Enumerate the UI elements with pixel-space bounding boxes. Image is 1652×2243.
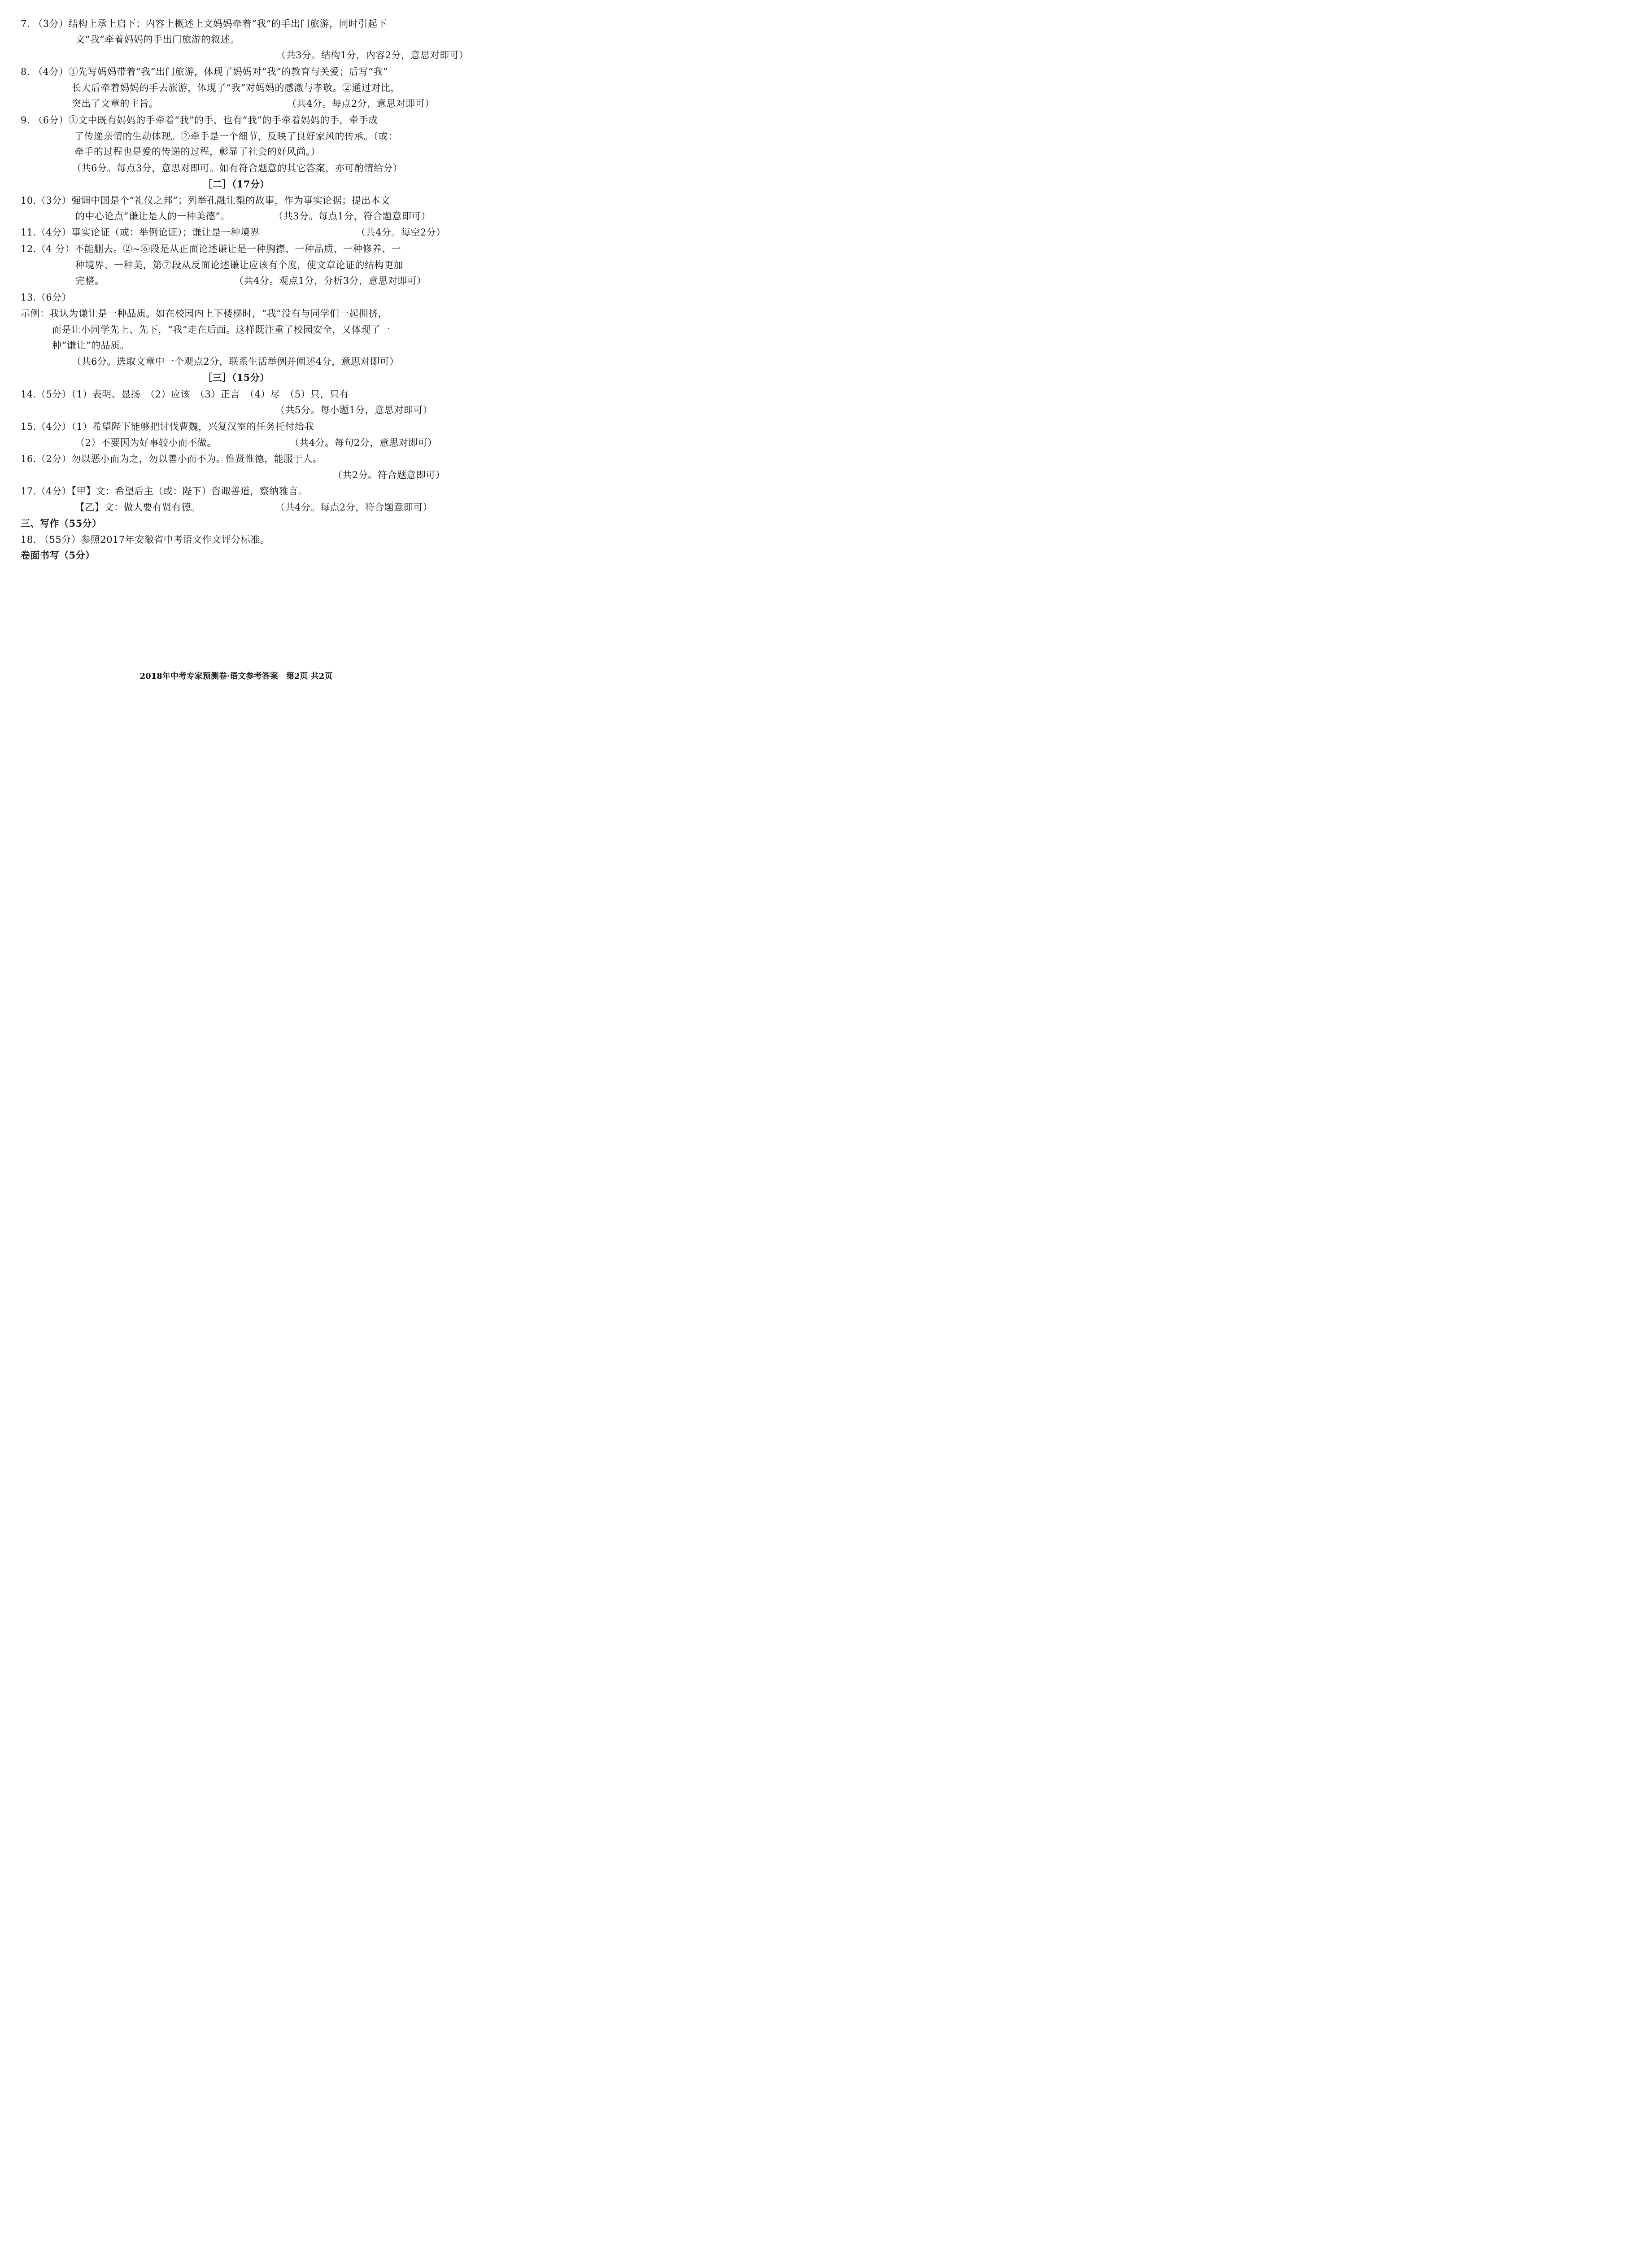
- q7-scoring: （共3分。结构1分，内容2分，意思对即可）: [276, 50, 469, 61]
- q8-scoring: （共4分。每点2分，意思对即可）: [287, 98, 435, 109]
- q18-line-1: 18. （55分）参照2017年安徽省中考语文作文评分标准。: [21, 534, 270, 545]
- q11-scoring: （共4分。每空2分）: [356, 227, 446, 238]
- q13-scoring: （共6分。选取文章中一个观点2分，联系生活举例并阐述4分，意思对即可）: [72, 356, 399, 367]
- q13-example-line-3: 种“谦让”的品质。: [52, 340, 130, 351]
- q9-scoring: （共6分。每点3分，意思对即可。如有符合题意的其它答案，亦可酌情给分）: [72, 163, 403, 174]
- q12-line-2: 种境界、一种美，第⑦段从反面论述谦让应该有个度，使文章论证的结构更加: [75, 260, 403, 271]
- q9-line-3: 牵手的过程也是爱的传递的过程，彰显了社会的好风尚。）: [74, 146, 321, 157]
- q16-scoring: （共2分。符合题意即可）: [333, 470, 445, 480]
- q17-line-1: 17.（4分）【甲】文：希望后主（或：陛下）咨诹善道，察纳雅言。: [21, 486, 308, 497]
- handwriting-heading: 卷面书写（5分）: [21, 550, 95, 561]
- q12-scoring: （共4分。观点1分，分析3分，意思对即可）: [234, 275, 427, 286]
- q9-line-2: 了传递亲情的生动体现。②牵手是一个细节，反映了良好家风的传承。（或：: [74, 131, 398, 142]
- q10-scoring: （共3分。每点1分，符合题意即可）: [274, 211, 431, 222]
- q8-line-1: 8. （4分）①先写妈妈带着“我”出门旅游，体现了妈妈对“我”的教育与关爱；后写“我”: [21, 66, 388, 77]
- q10-line-1: 10.（3分）强调中国是个“礼仪之邦”；列举孔融让梨的故事，作为事实论据；提出本文: [21, 195, 390, 206]
- q13-example-line-2: 而是让小同学先上、先下，“我”走在后面。这样既注重了校园安全，又体现了一: [52, 324, 390, 335]
- page-footer: 2018年中考专家预测卷·语文参考答案 第2页 共2页: [139, 672, 333, 681]
- q17-scoring: （共4分。每点2分，符合题意即可）: [275, 502, 433, 513]
- q7-line-2: 文“我”牵着妈妈的手出门旅游的叙述。: [75, 34, 240, 45]
- q10-line-2: 的中心论点“谦让是人的一种美德”。: [75, 211, 230, 222]
- q9-line-1: 9. （6分）①文中既有妈妈的手牵着“我”的手，也有“我”的手牵着妈妈的手，牵手成: [21, 115, 378, 126]
- section-3-heading: ［三］（15分）: [203, 372, 270, 383]
- section-2-heading: ［二］（17分）: [203, 179, 270, 190]
- q14-scoring: （共5分。每小题1分，意思对即可）: [275, 405, 433, 415]
- writing-heading: 三、写作（55分）: [21, 518, 102, 529]
- q8-line-2: 长大后牵着妈妈的手去旅游，体现了“我”对妈妈的感激与孝敬。②通过对比，: [72, 83, 400, 93]
- q7-line-1: 7. （3分）结构上承上启下；内容上概述上文妈妈牵着“我”的手出门旅游，同时引起下: [21, 18, 388, 29]
- q12-line-3: 完整。: [75, 275, 105, 286]
- q15-scoring: （共4分。每句2分，意思对即可）: [290, 437, 437, 448]
- q15-line-2: （2）不要因为好事较小而不做。: [75, 437, 217, 448]
- q12-line-1: 12.（4 分）不能删去。②~⑥段是从正面论述谦让是一种胸襟、一种品质、一种修养、一: [21, 244, 401, 254]
- q11-line-1: 11.（4分）事实论证（或：举例论证）；谦让是一种境界: [21, 227, 260, 238]
- q14-line-1: 14.（5分）（1）表明、显扬 （2）应该 （3）正言 （4）尽 （5）只，只有: [21, 389, 349, 400]
- q13-example-line-1: 示例：我认为谦让是一种品质。如在校园内上下楼梯时，“我”没有与同学们一起拥挤，: [21, 308, 388, 319]
- q16-line-1: 16.（2分）勿以恶小而为之，勿以善小而不为。惟贤惟德，能服于人。: [21, 454, 323, 464]
- answer-key-page: [0, 0, 472, 698]
- q8-line-3: 突出了文章的主旨。: [72, 98, 159, 109]
- q13-heading: 13.（6分）: [21, 292, 72, 303]
- q15-line-1: 15.（4分）（1）希望陛下能够把讨伐曹魏，兴复汉室的任务托付给我: [21, 421, 314, 432]
- q17-line-2: 【乙】文：做人要有贤有德。: [75, 502, 201, 513]
